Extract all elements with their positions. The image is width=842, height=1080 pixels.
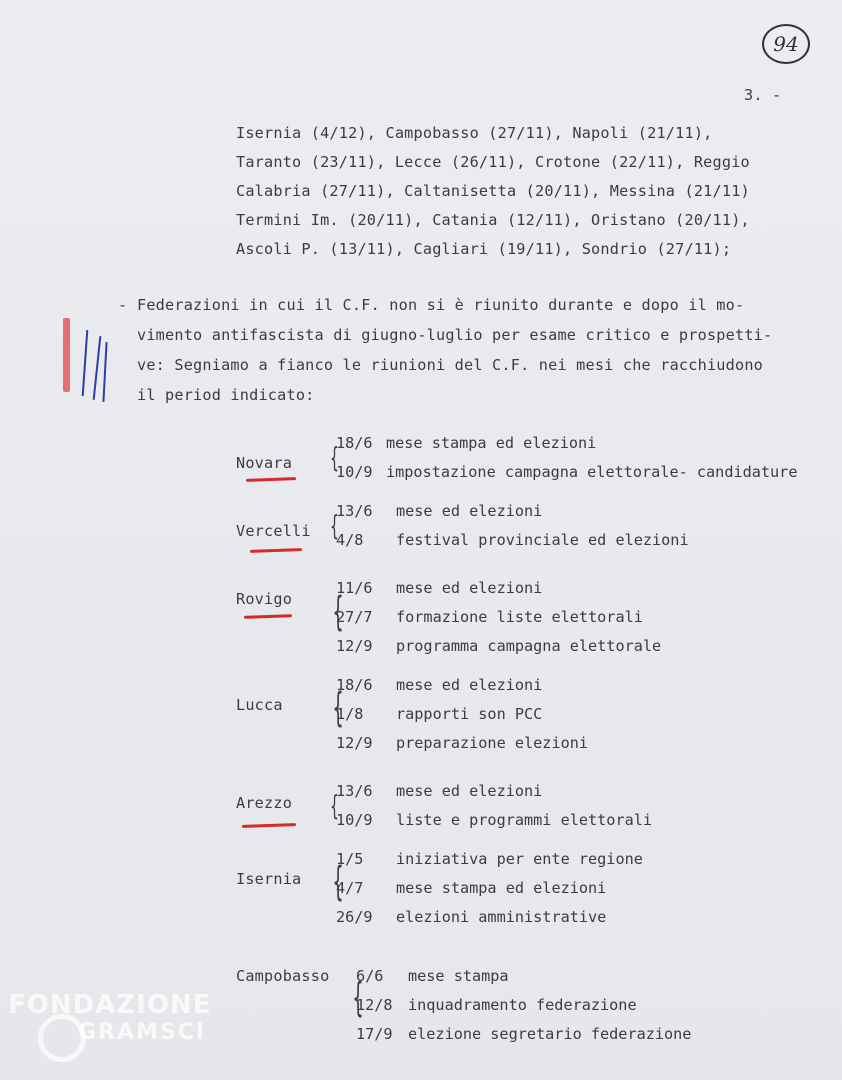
section-line: vimento antifascista di giugno-luglio per esame critico e prospetti- [137, 326, 773, 344]
brace: { [352, 975, 364, 1021]
section-line: il period indicato: [137, 386, 315, 404]
meeting-date: 12/9 [336, 637, 373, 655]
intro-line: Calabria (27/11), Caltanisetta (20/11), Messina (21/11) [236, 182, 750, 200]
watermark-line1: FONDAZIONE [8, 990, 212, 1020]
fondazione-gramsci-watermark [8, 990, 218, 1070]
meeting-date: 18/6 [336, 676, 373, 694]
federation-name-rovigo: Rovigo [236, 590, 293, 608]
meeting-desc: elezione segretario federazione [408, 1025, 692, 1043]
red-margin-mark [63, 318, 70, 392]
meeting-desc: elezioni amministrative [396, 908, 607, 926]
meeting-desc: festival provinciale ed elezioni [396, 531, 689, 549]
blue-margin-mark [82, 330, 89, 396]
meeting-desc: preparazione elezioni [396, 734, 589, 752]
brace: { [330, 789, 339, 822]
brace: { [330, 509, 339, 542]
red-underline [244, 614, 292, 619]
bullet-dash: - [118, 296, 128, 314]
meeting-date: 11/6 [336, 579, 373, 597]
federation-name-novara: Novara [236, 454, 293, 472]
handwritten-page-number: 94 [762, 24, 810, 64]
federation-name-isernia: Isernia [236, 870, 302, 888]
blue-margin-mark [93, 336, 102, 400]
section-line: ve: Segniamo a fianco le riunioni del C.F. nei mesi che racchiudono [137, 356, 764, 374]
meeting-desc: mese stampa [408, 967, 509, 985]
meeting-desc: mese stampa ed elezioni [396, 879, 607, 897]
meeting-date: 4/7 [336, 879, 364, 897]
meeting-desc: mese ed elezioni [396, 782, 543, 800]
section-line: Federazioni in cui il C.F. non si è riunito durante e dopo il mo- [137, 296, 745, 314]
federation-name-campobasso: Campobasso [236, 967, 330, 985]
meeting-date: 17/9 [356, 1025, 393, 1043]
meeting-desc: rapporti son PCC [396, 705, 543, 723]
meeting-date: 10/9 [336, 811, 373, 829]
meeting-desc: liste e programmi elettorali [396, 811, 653, 829]
meeting-date: 18/6 [336, 434, 373, 452]
federation-name-arezzo: Arezzo [236, 794, 293, 812]
meeting-date: 26/9 [336, 908, 373, 926]
meeting-date: 12/8 [356, 996, 393, 1014]
meeting-date: 13/6 [336, 502, 373, 520]
brace: { [332, 685, 344, 731]
meeting-desc: mese ed elezioni [396, 502, 543, 520]
meeting-date: 10/9 [336, 463, 373, 481]
meeting-desc: mese ed elezioni [396, 579, 543, 597]
brace: { [332, 589, 344, 635]
meeting-desc: mese ed elezioni [396, 676, 543, 694]
brace: { [332, 859, 344, 905]
meeting-desc: iniziativa per ente regione [396, 850, 643, 868]
meeting-date: 27/7 [336, 608, 373, 626]
meeting-date: 6/6 [356, 967, 384, 985]
meeting-desc: formazione liste elettorali [396, 608, 643, 626]
intro-line: Termini Im. (20/11), Catania (12/11), Oristano (20/11), [236, 211, 750, 229]
meeting-date: 4/8 [336, 531, 364, 549]
meeting-date: 12/9 [336, 734, 373, 752]
red-underline [242, 823, 296, 828]
blue-margin-mark [102, 342, 107, 402]
typed-page-number: 3. - [744, 86, 782, 104]
meeting-date: 1/5 [336, 850, 364, 868]
intro-line: Ascoli P. (13/11), Cagliari (19/11), Sondrio (27/11); [236, 240, 732, 258]
meeting-date: 13/6 [336, 782, 373, 800]
meeting-date: 1/8 [336, 705, 364, 723]
federation-name-lucca: Lucca [236, 696, 283, 714]
meeting-desc: mese stampa ed elezioni [386, 434, 597, 452]
meeting-desc: programma campagna elettorale [396, 637, 662, 655]
meeting-desc: impostazione campagna elettorale- candidature [386, 463, 798, 481]
federation-name-vercelli: Vercelli [236, 522, 311, 540]
watermark-line2: GRAMSCI [78, 1020, 207, 1045]
red-underline [250, 548, 302, 553]
brace: { [330, 441, 339, 474]
red-underline [246, 477, 296, 482]
intro-line: Taranto (23/11), Lecce (26/11), Crotone (22/11), Reggio [236, 153, 750, 171]
intro-line: Isernia (4/12), Campobasso (27/11), Napoli (21/11), [236, 124, 713, 142]
meeting-desc: inquadramento federazione [408, 996, 637, 1014]
